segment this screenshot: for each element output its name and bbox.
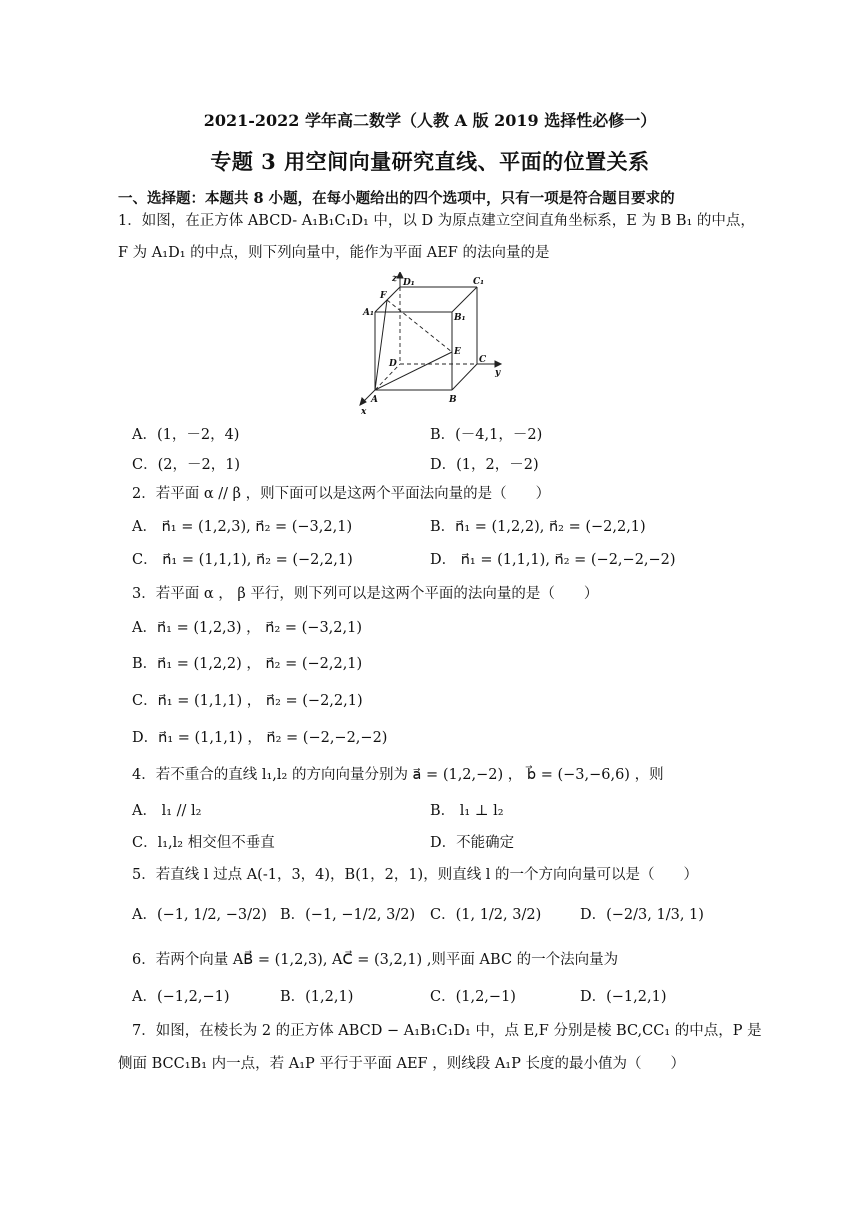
x-axis-arrow [360,398,366,405]
section-heading: 一、选择题：本题共 8 小题，在每小题给出的四个选项中，只有一项是符合题目要求的 [118,190,675,207]
label-x: x [361,407,367,417]
label-c1: C₁ [473,277,485,287]
q5-stem: 5．若直线 l 过点 A(-1，3，4)，B(1，2，1)，则直线 l 的一个方向向量可以是（ ） [132,867,699,883]
q6-option-c: C．(1,2,−1) [430,989,516,1005]
q4-option-d: D．不能确定 [430,835,515,851]
q1-option-b: B．(－4,1，－2) [430,427,543,443]
q5-option-c: C．(1, 1/2, 3/2) [430,907,542,923]
segment-fe [387,300,452,352]
q3-option-d: D．n⃗₁ = (1,1,1) ， n⃗₂ = (−2,−2,−2) [132,730,388,746]
label-b1: B₁ [454,313,466,323]
q2-stem: 2．若平面 α // β ，则下面可以是这两个平面法向量的是（ ） [132,486,551,502]
label-e: E [454,347,461,357]
label-b: B [449,395,457,405]
label-a: A [371,395,378,405]
edge-bc [452,364,477,390]
document-subtitle: 专题 3 用空间向量研究直线、平面的位置关系 [210,149,650,174]
q6-option-d: D．(−1,2,1) [580,989,667,1005]
q7-stem-line1: 7．如图，在棱长为 2 的正方体 ABCD − A₁B₁C₁D₁ 中，点 E,F 分别是棱 BC,CC₁ 的中点，P 是 [132,1023,762,1039]
q3-option-a: A．n⃗₁ = (1,2,3) ， n⃗₂ = (−3,2,1) [132,620,362,636]
q3-stem: 3．若平面 α ， β 平行，则下列可以是这两个平面的法向量的是（ ） [132,586,599,602]
edge-a1d1 [375,287,400,312]
label-y: y [495,368,501,378]
q2-option-c: C． n⃗₁ = (1,1,1), n⃗₂ = (−2,2,1) [132,552,353,568]
q2-option-d: D． n⃗₁ = (1,1,1), n⃗₂ = (−2,−2,−2) [430,552,676,568]
label-c: C [479,355,487,365]
q4-stem: 4．若不重合的直线 l₁,l₂ 的方向向量分别为 a⃗ = (1,2,−2) ， b⃗ = (−3,−6,6) ，则 [132,767,664,783]
label-a1: A₁ [363,308,374,318]
q2-option-a: A． n⃗₁ = (1,2,3), n⃗₂ = (−3,2,1) [132,519,353,535]
document-title: 2021-2022 学年高二数学（人教 A 版 2019 选择性必修一） [203,111,657,130]
q1-option-c: C．(2，－2，1) [132,457,241,473]
q4-option-a: A． l₁ // l₂ [132,803,202,819]
q2-option-b: B．n⃗₁ = (1,2,2), n⃗₂ = (−2,2,1) [430,519,646,535]
q1-option-d: D．(1，2，－2) [430,457,539,473]
label-d: D [389,359,397,369]
label-z: z [392,274,398,284]
cube-figure [355,272,510,417]
q7-stem-line2: 侧面 BCC₁B₁ 内一点，若 A₁P 平行于平面 AEF ，则线段 A₁P 长度的最小值为（ ） [118,1056,685,1072]
q1-stem-line1: 1．如图，在正方体 ABCD- A₁B₁C₁D₁ 中，以 D 为原点建立空间直角坐标系，E 为 B B₁ 的中点， [118,213,755,229]
label-d1: D₁ [403,278,415,288]
label-f: F [380,291,387,301]
segment-af [375,300,387,390]
q4-option-c: C．l₁,l₂ 相交但不垂直 [132,835,275,851]
q6-option-a: A．(−1,2,−1) [132,989,230,1005]
edge-b1c1 [452,287,477,312]
q5-option-b: B．(−1, −1/2, 3/2) [280,907,416,923]
y-axis-arrow [495,361,501,367]
q5-option-d: D．(−2/3, 1/3, 1) [580,907,704,923]
q6-stem: 6．若两个向量 AB⃗ = (1,2,3), AC⃗ = (3,2,1) ,则平面 ABC 的一个法向量为 [132,952,619,968]
q5-option-a: A．(−1, 1/2, −3/2) [132,907,267,923]
q1-option-a: A．(1，－2，4) [132,427,240,443]
q6-option-b: B．(1,2,1) [280,989,354,1005]
segment-ae [375,352,452,390]
q3-option-b: B．n⃗₁ = (1,2,2) ， n⃗₂ = (−2,2,1) [132,656,363,672]
q3-option-c: C．n⃗₁ = (1,1,1) ， n⃗₂ = (−2,2,1) [132,693,363,709]
q4-option-b: B． l₁ ⊥ l₂ [430,803,504,819]
q1-stem-line2: F 为 A₁D₁ 的中点，则下列向量中，能作为平面 AEF 的法向量的是 [118,245,550,261]
